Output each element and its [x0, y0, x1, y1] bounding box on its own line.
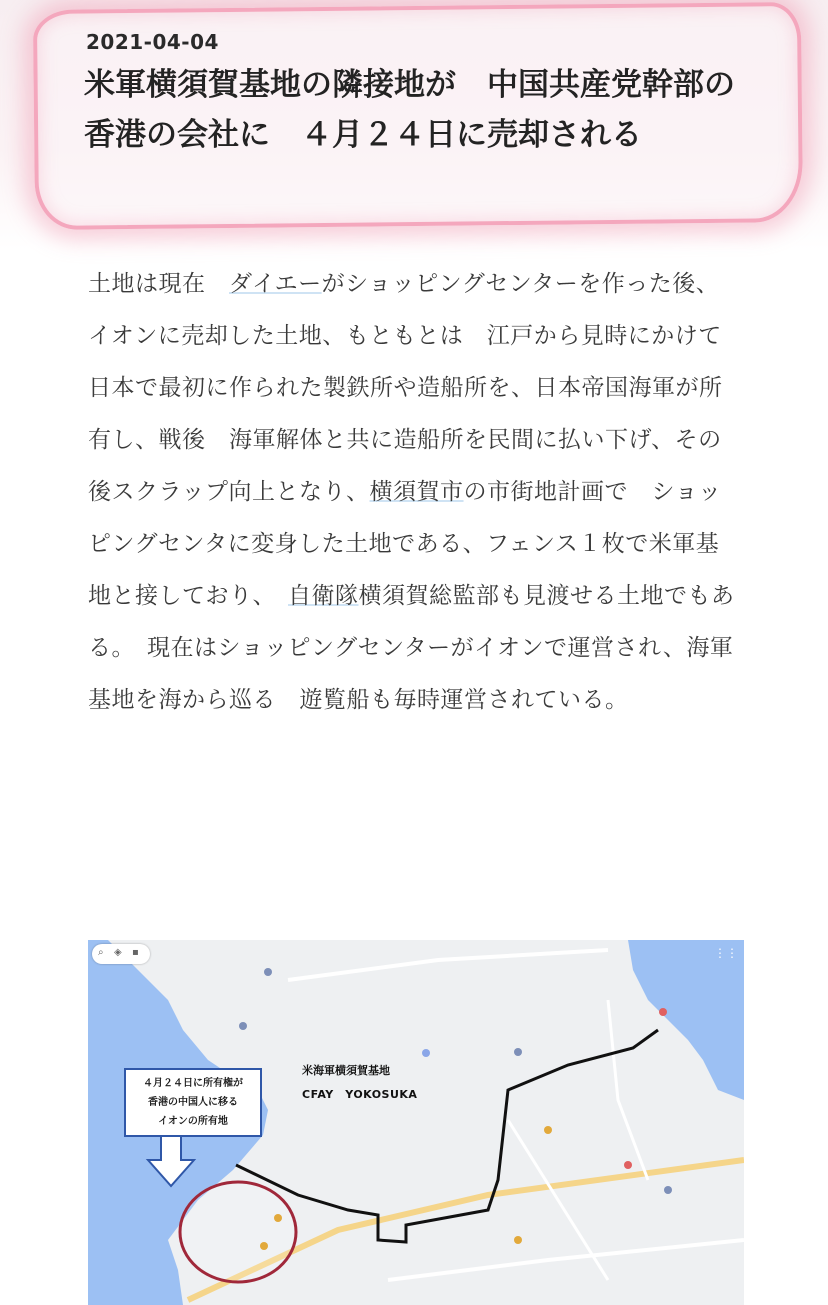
location-pin-icon[interactable]: ◈: [114, 947, 122, 958]
map-pin: [514, 1236, 522, 1244]
map-pin: [514, 1048, 522, 1056]
body-text: 横須賀総監部も見渡せる土地でもある。 現在はショッピングセンターがイオンで運営され、海軍基地を海から巡る 遊覧船も毎時運営されている。: [88, 583, 735, 713]
map-pin: [274, 1214, 282, 1222]
map-control-bar[interactable]: [92, 944, 150, 964]
map-aeon-circle: [180, 1182, 296, 1282]
body-link-sdf[interactable]: 自衛隊: [288, 583, 359, 609]
map-pin: [544, 1126, 552, 1134]
map-callout-line: イオンの所有地: [158, 1116, 228, 1127]
search-icon[interactable]: ⌕: [98, 947, 104, 958]
map-pin: [664, 1186, 672, 1194]
post-body: [88, 258, 738, 726]
map-pin: [264, 968, 272, 976]
map-pin: [659, 1008, 667, 1016]
post-date: 2021-04-04: [86, 30, 219, 54]
map-pin: [260, 1242, 268, 1250]
map-callout-line: 香港の中国人に移る: [148, 1097, 238, 1108]
post-title: 米軍横須賀基地の隣接地が 中国共産党幹部の香港の会社に ４月２４日に売却される: [84, 67, 735, 153]
map-callout: [124, 1068, 262, 1137]
map-pin: [239, 1022, 247, 1030]
grid-menu-icon[interactable]: ⋮⋮: [714, 946, 738, 960]
body-text: 土地は現在: [88, 271, 229, 297]
map-label-cfay: CFAY YOKOSUKA: [302, 1088, 418, 1101]
body-link-daiei[interactable]: ダイエー: [229, 271, 322, 297]
body-text: がショッピングセンターを作った後、イオンに売却した土地、もともとは 江戸から見時にかけて日本で最初に作られた製鉄所や造船所を、日本帝国海軍が所有し、戦後 海軍解体と共に造船所を民間に払い下げ、その後スクラップ向上となり、: [88, 271, 723, 505]
body-link-yokosuka-city[interactable]: 横須賀市: [369, 479, 464, 505]
body-text: の市街地計画で ショッピングセンタに変身した土地である、フェンス１枚で米軍基地と接しており、: [88, 479, 722, 609]
category-icon[interactable]: ▪: [132, 947, 139, 958]
map-pin-base: [422, 1049, 430, 1057]
post-header: [0, 0, 828, 250]
map-pin: [624, 1161, 632, 1169]
map-label-navy-base: 米海軍横須賀基地: [302, 1064, 390, 1077]
map-callout-line: ４月２４日に所有権が: [143, 1078, 243, 1089]
map-image: [88, 940, 744, 1305]
